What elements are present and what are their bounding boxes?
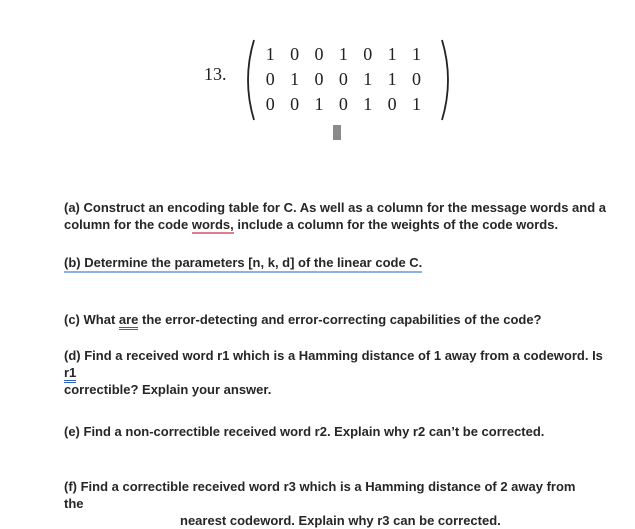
matrix-entry: 1	[338, 44, 348, 64]
grammar-flag-are[interactable]: are	[119, 312, 139, 330]
question-b	[64, 254, 609, 271]
left-parenthesis	[240, 38, 256, 122]
generator-matrix	[240, 38, 458, 122]
matrix-entry: 0	[314, 69, 324, 89]
matrix-entry: 1	[387, 44, 397, 64]
question-c-after: the error-detecting and error-correcting capabilities of the code?	[138, 312, 542, 327]
matrix-entry: 0	[363, 44, 373, 64]
matrix-entry: 0	[412, 69, 422, 89]
matrix-entry: 1	[290, 69, 300, 89]
matrix-entry: 0	[265, 94, 275, 114]
matrix-entry: 1	[412, 94, 422, 114]
question-d-line2: correctible? Explain your answer.	[64, 382, 272, 397]
question-f-line1: (f) Find a correctible received word r3 which is a Hamming distance of 2 away from the	[64, 479, 576, 511]
question-a-line1: (a) Construct an encoding table for C. As well as a column for the message words and a	[64, 200, 607, 215]
matrix-entry: 1	[363, 69, 373, 89]
matrix-entry: 0	[338, 94, 348, 114]
matrix-entry: 0	[387, 94, 397, 114]
question-a-line2	[64, 216, 609, 233]
matrix-entry: 0	[290, 44, 300, 64]
matrix-entry: 0	[338, 69, 348, 89]
question-d	[64, 347, 609, 398]
matrix-entry: 1	[314, 94, 324, 114]
text-cursor	[333, 125, 341, 140]
question-b-text[interactable]: (b) Determine the parameters [n, k, d] of the linear code C.	[64, 255, 422, 273]
spelling-flag-words[interactable]: words,	[191, 217, 234, 232]
question-f-line2: nearest codeword. Explain why r3 can be corrected.	[180, 513, 501, 528]
problem-number: 13.	[204, 64, 227, 84]
question-e	[64, 423, 609, 440]
matrix-entry: 0	[265, 69, 275, 89]
matrix-entry: 1	[412, 44, 422, 64]
matrix-entry: 1	[363, 94, 373, 114]
question-e-text: (e) Find a non-correctible received word r2. Explain why r2 can’t be corrected.	[64, 424, 545, 439]
question-c	[64, 311, 609, 328]
right-parenthesis	[440, 38, 456, 122]
matrix-entry: 0	[290, 94, 300, 114]
matrix-entry: 1	[387, 69, 397, 89]
question-a	[64, 199, 609, 233]
matrix-entries	[258, 42, 429, 117]
question-a-line2-after: include a column for the weights of the code words.	[233, 217, 559, 232]
question-f	[64, 478, 594, 529]
question-a-line2-before: column for the code	[64, 217, 192, 232]
matrix-entry: 0	[314, 44, 324, 64]
question-c-before: (c) What	[64, 312, 119, 327]
grammar-flag-r1[interactable]: r1	[64, 365, 76, 383]
matrix-entry: 1	[265, 44, 275, 64]
question-d-line1-before: (d) Find a received word r1 which is a Hamming distance of 1 away from a codeword. Is	[64, 348, 603, 363]
